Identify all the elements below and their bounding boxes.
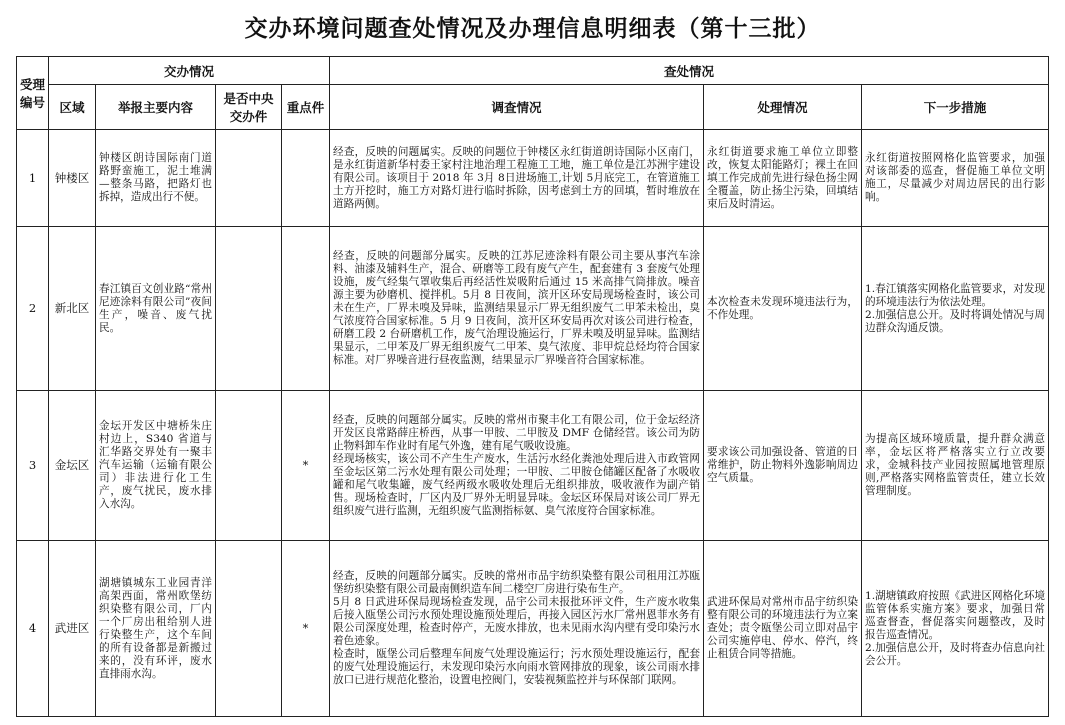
page-title: 交办环境问题查处情况及办理信息明细表（第十三批） xyxy=(244,16,821,42)
header-next: 下一步措施 xyxy=(862,85,1049,130)
row-seq: 4 xyxy=(17,541,49,717)
row-key xyxy=(282,227,330,391)
row-investigation: 经查，反映的问题部分属实。反映的常州市聚丰化工有限公司，位于金坛经济开发区良常路薛庄桥西，从事一甲胺、二甲胺及 DMF 仓储经营。该公司为防止物料卸车作业时有尾气外逸，建有尾气吸收设施。 经现场核实，该公司不产生生产废水，生活污水经化粪池处理后进入市政管网至金坛区第二污水处理有限公司处理；一甲胺、二甲胺仓储罐区配备了水吸收罐和尾气收集罐，废气经两级水吸收处理后无组织排放，吸收液作为副产销售。现场检查时，厂区内及厂界外无明显异味。金坛区环保局对该公司厂界无组织废气进行监测，无组织废气监测指标氨、臭气浓度符合国家标准。 xyxy=(330,391,704,541)
row-central xyxy=(216,227,282,391)
header-region: 区域 xyxy=(49,85,96,130)
row-next: 为提高区域环境质量，提升群众满意率，金坛区将严格落实立行立改要求，金城科技产业园按照属地管理原则,严格落实网格监管责任，建立长效管理制度。 xyxy=(862,391,1049,541)
row-next: 1.春江镇落实网格化监管要求，对发现的环境违法行为依法处理。 2.加强信息公开。及时将调处情况与周边群众沟通反馈。 xyxy=(862,227,1049,391)
detail-table xyxy=(16,56,1049,717)
row-investigation: 经查，反映的问题部分属实。反映的常州市品宇纺织染整有限公司租用江苏瓯堡纺织染整有限公司最南侧织造车间二楼空厂房进行染布生产。 5月 8 日武进环保局现场检查发现，品宇公司未报批环评文件，生产废水收集后接入瓯堡公司污水预处理设施预处理后，再接入园区污水厂常州恩菲水务有限公司深度处理，检查时停产，无废水排放，也未见雨水沟内壁有受印染污水着色迹象。 检查时，瓯堡公司后整理车间废气处理设施运行；污水预处理设施运行，配套的废气处理设施运行，未发现印染污水向雨水管网排放的现象，该公司雨水排放口已进行规范化整治，设置电控阀门，安装视频监控并与环保部门联网。 xyxy=(330,541,704,717)
row-region: 钟楼区 xyxy=(49,130,96,227)
row-investigation: 经查，反映的问题部分属实。反映的江苏尼迹涂料有限公司主要从事汽车涂料、油漆及辅料生产，混合、研磨等工段有废气产生，配套建有 3 套废气处理设施，废气经集气罩收集后再经活性炭吸附后通过 15 米高排气筒排放。噪音源主要为砂磨机、搅拌机。5月 8 日夜间，滨开区环安局现场检查时，该公司未在生产，厂界未嗅及异味，监测结果显示厂界无组织废气二甲苯未检出，臭气浓度符合国家标准。5 月 9 日夜间，滨开区环安局再次对该公司进行检查，研磨工段 2 台研磨机工作，废气治理设施运行，厂界未嗅及明显异味。监测结果显示，二甲苯及厂界无组织废气二甲苯、臭气浓度、非甲烷总烃均符合国家标准。对厂界噪音进行昼夜监测，结果显示厂界噪音符合国家标准。 xyxy=(330,227,704,391)
header-content: 举报主要内容 xyxy=(96,85,216,130)
row-key: * xyxy=(282,541,330,717)
row-content: 金坛开发区中塘桥朱庄村边上，S340 省道与汇华路交界处有一聚丰汽车运输（运输有限公司）非法进行化工生产，废气扰民，废水排入水沟。 xyxy=(96,391,216,541)
row-seq: 2 xyxy=(17,227,49,391)
row-central xyxy=(216,541,282,717)
row-seq: 1 xyxy=(17,130,49,227)
table-row xyxy=(17,541,1049,717)
row-next: 1.湖塘镇政府按照《武进区网格化环境监管体系实施方案》要求，加强日常巡查督查，督促落实问题整改，及时报告巡查情况。 2.加强信息公开，及时将查办信息向社会公开。 xyxy=(862,541,1049,717)
row-key: * xyxy=(282,391,330,541)
table-row xyxy=(17,227,1049,391)
header-row-1 xyxy=(17,57,1049,85)
header-jiaoban: 交办情况 xyxy=(49,57,330,85)
header-handling: 处理情况 xyxy=(704,85,862,130)
header-row-2 xyxy=(17,85,1049,130)
row-region: 武进区 xyxy=(49,541,96,717)
row-handling: 永红街道要求施工单位立即整改，恢复太阳能路灯；裸土在回填工作完成前先进行绿色扬尘网全覆盖，防止扬尘污染，回填结束后及时清运。 xyxy=(704,130,862,227)
row-region: 新北区 xyxy=(49,227,96,391)
row-central xyxy=(216,130,282,227)
row-content: 湖塘镇城东工业园青洋高架西面，常州欧堡纺织染整有限公司，厂内一个厂房出租给别人进行染整生产，这个车间的所有设备都是新搬过来的，没有环评，废水直排雨水沟。 xyxy=(96,541,216,717)
row-central xyxy=(216,391,282,541)
row-seq: 3 xyxy=(17,391,49,541)
row-handling: 本次检查未发现环境违法行为，不作处理。 xyxy=(704,227,862,391)
row-next: 永红街道按照网格化监管要求，加强对该部委的巡查，督促施工单位文明施工，尽量减少对周边居民的出行影响。 xyxy=(862,130,1049,227)
header-chachu: 查处情况 xyxy=(330,57,1049,85)
row-content: 春江镇百文创业路“常州尼迹涂料有限公司”夜间生产，噪音、废气扰民。 xyxy=(96,227,216,391)
row-handling: 武进环保局对常州市品宇纺织染整有限公司的环境违法行为立案查处；责令瓯堡公司立即对品宇公司实施停电、停水、停汽，终止租赁合同等措施。 xyxy=(704,541,862,717)
row-region: 金坛区 xyxy=(49,391,96,541)
table-row xyxy=(17,130,1049,227)
header-central: 是否中央交办件 xyxy=(216,85,282,130)
table-row xyxy=(17,391,1049,541)
row-handling: 要求该公司加强设备、管道的日常维护，防止物料外逸影响周边空气质量。 xyxy=(704,391,862,541)
row-key xyxy=(282,130,330,227)
header-investigation: 调查情况 xyxy=(330,85,704,130)
header-key: 重点件 xyxy=(282,85,330,130)
row-investigation: 经查，反映的问题属实。反映的问题位于钟楼区永红街道朗诗国际小区南门，是永红街道新华村委王家村注地治理工程施工工地，施工单位是江苏洲宇建设有限公司。该项目于 2018 年 3月 8日进场施工,计划 5月底完工，在管道施工土方开挖时，施工方对路灯进行临时拆除，因考虑到土方的回填，暂时堆放在道路两侧。 xyxy=(330,130,704,227)
header-seq: 受理编号 xyxy=(17,57,49,130)
row-content: 钟楼区朗诗国际南门道路野蛮施工，泥土堆满—整条马路，把路灯也拆掉，造成出行不便。 xyxy=(96,130,216,227)
